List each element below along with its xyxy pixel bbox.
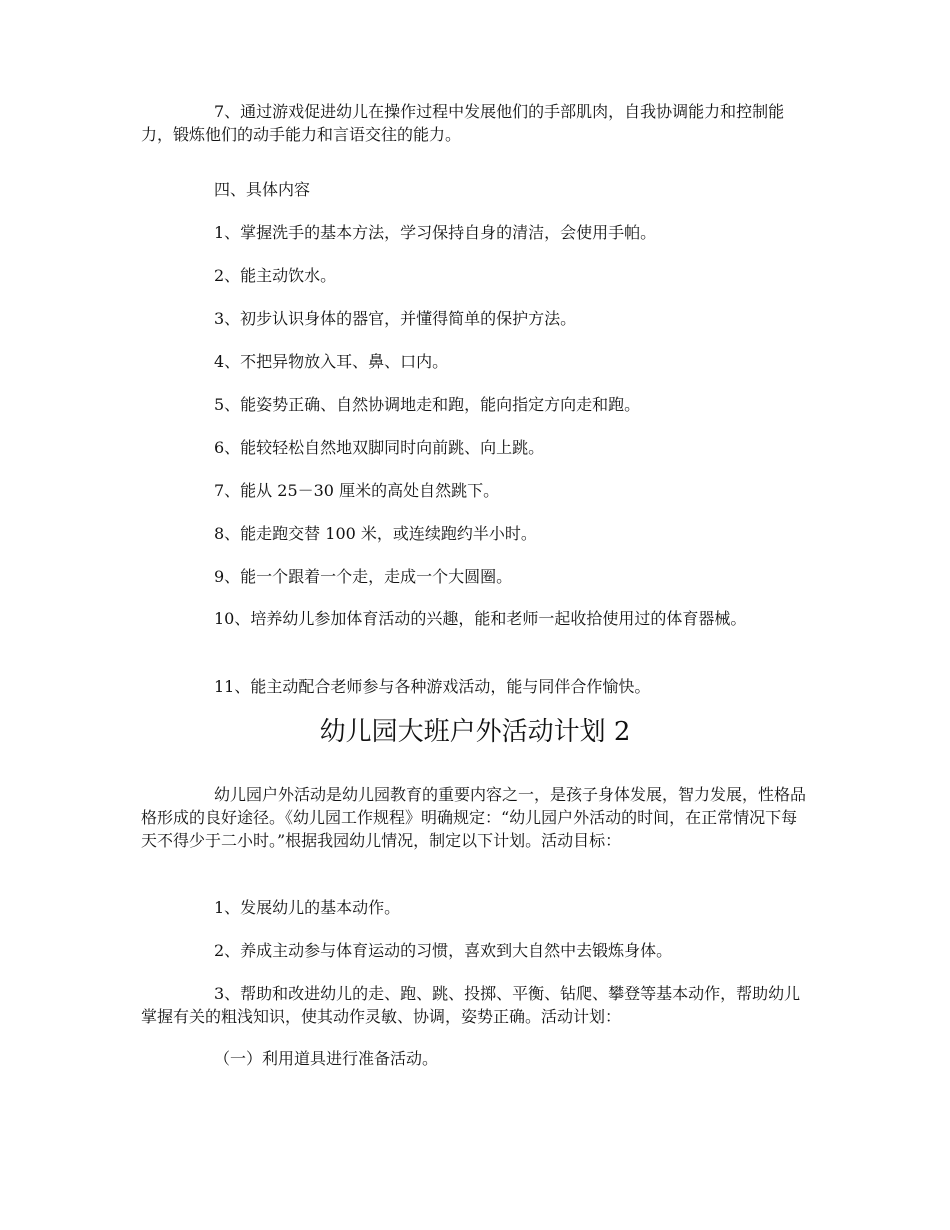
list-item: 11、能主动配合老师参与各种游戏活动，能与同伴合作愉快。 — [214, 677, 651, 696]
list-item: 3、初步认识身体的器官，并懂得简单的保护方法。 — [214, 309, 577, 328]
list-item: 5、能姿势正确、自然协调地走和跑，能向指定方向走和跑。 — [214, 395, 641, 414]
list-item: 2、养成主动参与体育运动的习惯，喜欢到大自然中去锻炼身体。 — [214, 941, 673, 960]
list-item: 1、掌握洗手的基本方法，学习保持自身的清洁，会使用手帕。 — [214, 223, 657, 242]
section-title: 幼儿园大班户外活动计划 2 — [319, 717, 631, 747]
paragraph: 幼儿园户外活动是幼儿园教育的重要内容之一，是孩子身体发展，智力发展，性格品格形成的良好途径。《幼儿园工作规程》明确规定：“幼儿园户外活动的时间，在正常情况下每天不得少于二小时。”根据我园幼儿情况，制定以下计划。活动目标： — [141, 785, 807, 850]
list-item: 6、能较轻松自然地双脚同时向前跳、向上跳。 — [214, 438, 545, 457]
list-item: 4、不把异物放入耳、鼻、口内。 — [214, 352, 449, 371]
section-heading: 四、具体内容 — [214, 180, 311, 199]
list-item: 3、帮助和改进幼儿的走、跑、跳、投掷、平衡、钻爬、攀登等基本动作，帮助幼儿掌握有关的粗浅知识，使其动作灵敏、协调，姿势正确。活动计划： — [141, 984, 801, 1026]
list-item: 10、培养幼儿参加体育活动的兴趣，能和老师一起收拾使用过的体育器械。 — [214, 609, 747, 628]
list-item: （一）利用道具进行准备活动。 — [214, 1049, 439, 1068]
list-item: 1、发展幼儿的基本动作。 — [214, 898, 401, 917]
list-item: 9、能一个跟着一个走，走成一个大圆圈。 — [214, 567, 513, 586]
list-item: 2、能主动饮水。 — [214, 266, 337, 285]
paragraph: 7、通过游戏促进幼儿在操作过程中发展他们的手部肌肉，自我协调能力和控制能力，锻炼他们的动手能力和言语交往的能力。 — [141, 102, 785, 144]
list-item: 7、能从 25－30 厘米的高处自然跳下。 — [214, 481, 500, 500]
list-item: 8、能走跑交替 100 米，或连续跑约半小时。 — [214, 524, 537, 543]
